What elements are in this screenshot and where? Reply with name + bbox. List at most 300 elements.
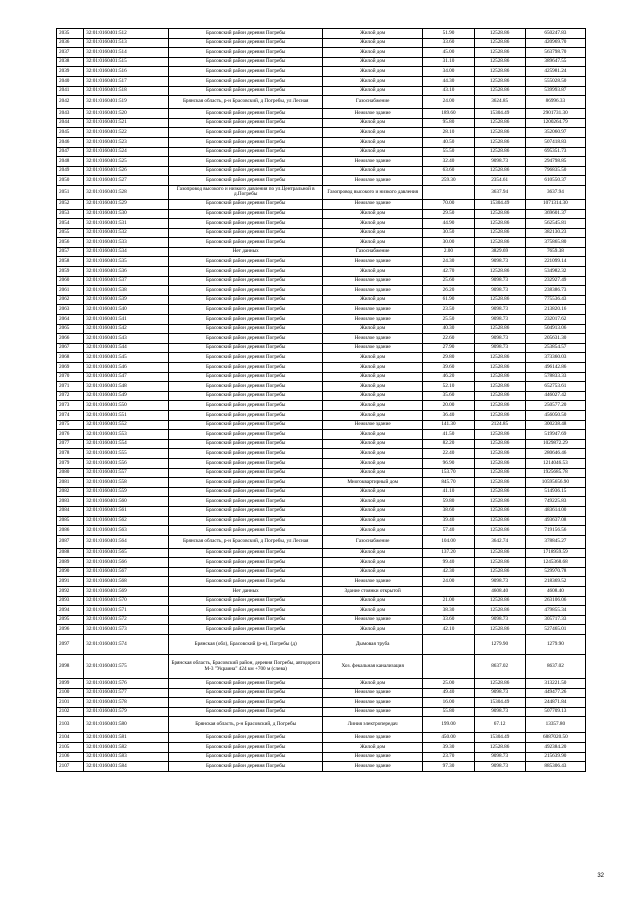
table-row	[57, 157, 586, 167]
address-cell: Брасовский район деревня Погребы	[169, 228, 323, 238]
address-cell: Брасовский район деревня Погребы	[169, 353, 323, 363]
row-number-cell: 2089	[57, 558, 84, 568]
cadastral-value-cell: 294798.85	[525, 157, 585, 167]
cadastral-number-cell: 32:01:0160401:534	[84, 247, 169, 257]
cadastral-value-cell: 253854.57	[525, 343, 585, 353]
cadastral-number-cell: 32:01:0160401:540	[84, 305, 169, 315]
cadastral-value-cell: 493637.08	[525, 516, 585, 526]
object-type-cell: Нежилое здание	[322, 257, 422, 267]
cadastral-value-cell: 373360.03	[525, 353, 585, 363]
unit-price-cell: 12528.86	[474, 267, 525, 277]
unit-price-cell: 12528.86	[474, 67, 525, 77]
row-number-cell: 2042	[57, 96, 84, 109]
object-type-cell: Жилой дом	[322, 439, 422, 449]
table-row	[57, 109, 586, 119]
object-type-cell: Нежилое здание	[322, 688, 422, 698]
unit-price-cell: 12528.86	[474, 526, 525, 536]
row-number-cell: 2062	[57, 295, 84, 305]
object-type-cell: Нежилое здание	[322, 176, 422, 186]
address-cell: Брасовский район деревня Погребы	[169, 401, 323, 411]
row-number-cell: 2084	[57, 506, 84, 516]
cadastral-number-cell: 32:01:0160401:564	[84, 535, 169, 548]
cadastral-number-cell: 32:01:0160401:575	[84, 655, 169, 679]
object-type-cell: Жилой дом	[322, 516, 422, 526]
cadastral-value-cell: 382130.23	[525, 228, 585, 238]
unit-price-cell: 12528.86	[474, 458, 525, 468]
cadastral-value-cell: 213820.16	[525, 305, 585, 315]
unit-price-cell: 9098.73	[474, 334, 525, 344]
row-number-cell: 2064	[57, 315, 84, 325]
area-cell: 42.70	[423, 267, 474, 277]
row-number-cell: 2036	[57, 38, 84, 48]
cadastral-number-cell: 32:01:0160401:571	[84, 606, 169, 616]
unit-price-cell: 9098.73	[474, 343, 525, 353]
object-type-cell: Жилой дом	[322, 219, 422, 229]
table-row	[57, 267, 586, 277]
address-cell: Брасовский район деревня Погребы	[169, 67, 323, 77]
object-type-cell: Нежилое здание	[322, 157, 422, 167]
cadastral-number-cell: 32:01:0160401:577	[84, 688, 169, 698]
cadastral-value-cell: 238386.73	[525, 286, 585, 296]
cadastral-number-cell: 32:01:0160401:579	[84, 707, 169, 717]
table-row	[57, 430, 586, 440]
row-number-cell: 2104	[57, 733, 84, 743]
unit-price-cell: 12528.86	[474, 363, 525, 373]
cadastral-number-cell: 32:01:0160401:581	[84, 733, 169, 743]
cadastral-value-cell: 610550.37	[525, 176, 585, 186]
area-cell: 31.10	[423, 57, 474, 67]
address-cell: Брасовский район деревня Погребы	[169, 324, 323, 334]
table-row	[57, 76, 586, 86]
unit-price-cell: 15304.49	[474, 698, 525, 708]
table-row	[57, 363, 586, 373]
unit-price-cell: 9098.73	[474, 577, 525, 587]
cadastral-value-cell: 280646.46	[525, 449, 585, 459]
object-type-cell: Нежилое здание	[322, 315, 422, 325]
area-cell: 25.60	[423, 276, 474, 286]
area-cell	[423, 185, 474, 199]
area-cell: 70.00	[423, 199, 474, 209]
unit-price-cell: 12528.86	[474, 38, 525, 48]
address-cell: Брасовский район деревня Погребы	[169, 478, 323, 488]
row-number-cell: 2074	[57, 410, 84, 420]
row-number-cell: 2095	[57, 615, 84, 625]
address-cell: Брасовский район деревня Погребы	[169, 596, 323, 606]
unit-price-cell: 12528.86	[474, 238, 525, 248]
cadastral-number-cell: 32:01:0160401:537	[84, 276, 169, 286]
row-number-cell: 2050	[57, 176, 84, 186]
object-type-cell: Нежилое здание	[322, 305, 422, 315]
row-number-cell: 2087	[57, 535, 84, 548]
row-number-cell: 2070	[57, 372, 84, 382]
area-cell: 845.70	[423, 478, 474, 488]
object-type-cell: Жилой дом	[322, 558, 422, 568]
unit-price-cell: 12528.86	[474, 548, 525, 558]
address-cell: Брасовский район деревня Погребы	[169, 267, 323, 277]
object-type-cell: Газоснабжение	[322, 247, 422, 257]
row-number-cell: 2105	[57, 743, 84, 753]
area-cell	[423, 655, 474, 679]
cadastral-number-cell: 32:01:0160401:554	[84, 439, 169, 449]
cadastral-value-cell: 1279.90	[525, 635, 585, 655]
area-cell: 30.00	[423, 238, 474, 248]
table-row	[57, 305, 586, 315]
cadastral-value-cell: 507418.83	[525, 137, 585, 147]
cadastral-value-cell: 7659.38	[525, 247, 585, 257]
table-row	[57, 743, 586, 753]
unit-price-cell: 9098.73	[474, 315, 525, 325]
row-number-cell: 2037	[57, 48, 84, 58]
row-number-cell: 2078	[57, 449, 84, 459]
object-type-cell: Газопровод высокого и низкого давления	[322, 185, 422, 199]
table-row	[57, 29, 586, 39]
area-cell: 450.00	[423, 733, 474, 743]
unit-price-cell: 12528.86	[474, 625, 525, 635]
area-cell: 27.90	[423, 343, 474, 353]
object-type-cell: Жилой дом	[322, 596, 422, 606]
table-row	[57, 655, 586, 679]
table-row	[57, 185, 586, 199]
cadastral-number-cell: 32:01:0160401:556	[84, 458, 169, 468]
row-number-cell: 2071	[57, 382, 84, 392]
object-type-cell: Жилой дом	[322, 458, 422, 468]
area-cell: 30.50	[423, 228, 474, 238]
cadastral-value-cell: 695351.73	[525, 147, 585, 157]
table-row	[57, 118, 586, 128]
table-row	[57, 57, 586, 67]
address-cell: Брасовский район деревня Погребы	[169, 449, 323, 459]
address-cell: Брасовский район деревня Погребы	[169, 209, 323, 219]
row-number-cell: 2077	[57, 439, 84, 449]
row-number-cell: 2046	[57, 137, 84, 147]
area-cell: 22.60	[423, 334, 474, 344]
cadastral-number-cell: 32:01:0160401:557	[84, 468, 169, 478]
unit-price-cell: 12528.86	[474, 468, 525, 478]
row-number-cell: 2072	[57, 391, 84, 401]
area-cell: 42.10	[423, 625, 474, 635]
area-cell: 24.30	[423, 257, 474, 267]
table-row	[57, 86, 586, 96]
object-type-cell: Нежилое здание	[322, 707, 422, 717]
cadastral-value-cell: 534982.32	[525, 267, 585, 277]
table-row	[57, 295, 586, 305]
table-row	[57, 372, 586, 382]
table-row	[57, 625, 586, 635]
address-cell: Брасовский район деревня Погребы	[169, 57, 323, 67]
cadastral-number-cell: 32:01:0160401:524	[84, 147, 169, 157]
unit-price-cell: 12528.86	[474, 295, 525, 305]
address-cell: Брасовский район деревня Погребы	[169, 147, 323, 157]
area-cell: 22.40	[423, 449, 474, 459]
row-number-cell: 2083	[57, 497, 84, 507]
object-type-cell: Многоквартирный дом	[322, 478, 422, 488]
object-type-cell: Жилой дом	[322, 526, 422, 536]
row-number-cell: 2056	[57, 238, 84, 248]
row-number-cell: 2100	[57, 688, 84, 698]
cadastral-value-cell: 1718959.59	[525, 548, 585, 558]
object-type-cell: Жилой дом	[322, 67, 422, 77]
object-type-cell: Нежилое здание	[322, 343, 422, 353]
unit-price-cell: 12528.86	[474, 219, 525, 229]
table-row	[57, 516, 586, 526]
cadastral-value-cell: 529970.78	[525, 567, 585, 577]
cadastral-value-cell: 244871.84	[525, 698, 585, 708]
cadastral-number-cell: 32:01:0160401:514	[84, 48, 169, 58]
object-type-cell: Жилой дом	[322, 679, 422, 689]
table-row	[57, 535, 586, 548]
table-row	[57, 128, 586, 138]
object-type-cell: Жилой дом	[322, 449, 422, 459]
table-row	[57, 587, 586, 597]
table-row	[57, 733, 586, 743]
table-row	[57, 391, 586, 401]
area-cell: 28.10	[423, 128, 474, 138]
cadastral-number-cell: 32:01:0160401:553	[84, 430, 169, 440]
object-type-cell: Жилой дом	[322, 29, 422, 39]
row-number-cell: 2073	[57, 401, 84, 411]
address-cell: Брасовский район деревня Погребы	[169, 76, 323, 86]
object-type-cell: Жилой дом	[322, 497, 422, 507]
table-row	[57, 762, 586, 772]
table-row	[57, 688, 586, 698]
object-type-cell: Жилой дом	[322, 430, 422, 440]
cadastral-number-cell: 32:01:0160401:536	[84, 267, 169, 277]
address-cell: Брасовский район деревня Погребы	[169, 606, 323, 616]
area-cell: 41.50	[423, 430, 474, 440]
cadastral-number-cell: 32:01:0160401:574	[84, 635, 169, 655]
address-cell: Брасовский район деревня Погребы	[169, 526, 323, 536]
area-cell: 59.80	[423, 497, 474, 507]
object-type-cell: Жилой дом	[322, 743, 422, 753]
cadastral-number-cell: 32:01:0160401:544	[84, 343, 169, 353]
area-cell: 199.00	[423, 717, 474, 733]
address-cell: Брасовский район деревня Погребы	[169, 109, 323, 119]
cadastral-value-cell: 10595656.90	[525, 478, 585, 488]
row-number-cell: 2088	[57, 548, 84, 558]
unit-price-cell: 15304.49	[474, 733, 525, 743]
address-cell: Брасовский район деревня Погребы	[169, 286, 323, 296]
area-cell: 39.60	[423, 363, 474, 373]
table-row	[57, 497, 586, 507]
cadastral-value-cell: 2901731.30	[525, 109, 585, 119]
row-number-cell: 2052	[57, 199, 84, 209]
row-number-cell: 2040	[57, 76, 84, 86]
address-cell: Брасовский район деревня Погребы	[169, 276, 323, 286]
cadastral-value-cell: 420969.70	[525, 38, 585, 48]
row-number-cell: 2045	[57, 128, 84, 138]
area-cell: 24.00	[423, 96, 474, 109]
object-type-cell: Нежилое здание	[322, 420, 422, 430]
cadastral-number-cell: 32:01:0160401:550	[84, 401, 169, 411]
cadastral-value-cell: 449477.26	[525, 688, 585, 698]
area-cell: 39.40	[423, 516, 474, 526]
cadastral-value-cell: 1925685.78	[525, 468, 585, 478]
cadastral-number-cell: 32:01:0160401:518	[84, 86, 169, 96]
area-cell: 42.30	[423, 567, 474, 577]
table-row	[57, 324, 586, 334]
row-number-cell: 2079	[57, 458, 84, 468]
object-type-cell: Жилой дом	[322, 38, 422, 48]
object-type-cell: Нежилое здание	[322, 276, 422, 286]
cadastral-number-cell: 32:01:0160401:527	[84, 176, 169, 186]
address-cell: Брянская область, р-н Брасовский, д Погребы	[169, 717, 323, 733]
unit-price-cell: 8637.02	[474, 655, 525, 679]
address-cell: Брасовский район деревня Погребы	[169, 506, 323, 516]
unit-price-cell: 15304.49	[474, 199, 525, 209]
cadastral-value-cell: 456050.50	[525, 410, 585, 420]
table-row	[57, 67, 586, 77]
cadastral-value-cell: 507709.13	[525, 707, 585, 717]
object-type-cell: Жилой дом	[322, 295, 422, 305]
row-number-cell: 2059	[57, 267, 84, 277]
cadastral-number-cell: 32:01:0160401:522	[84, 128, 169, 138]
area-cell: 29.80	[423, 353, 474, 363]
address-cell: Брасовский район деревня Погребы	[169, 238, 323, 248]
cadastral-number-cell: 32:01:0160401:535	[84, 257, 169, 267]
cadastral-number-cell: 32:01:0160401:570	[84, 596, 169, 606]
address-cell: Брянская область, р-н Брасовский, д Погребы, ул Лесная	[169, 535, 323, 548]
object-type-cell: Жилой дом	[322, 238, 422, 248]
area-cell: 95.80	[423, 118, 474, 128]
table-row	[57, 558, 586, 568]
unit-price-cell: 9098.73	[474, 305, 525, 315]
cadastral-value-cell: 13357.80	[525, 717, 585, 733]
object-type-cell: Нежилое здание	[322, 762, 422, 772]
cadastral-number-cell: 32:01:0160401:533	[84, 238, 169, 248]
cadastral-number-cell: 32:01:0160401:562	[84, 516, 169, 526]
unit-price-cell: 3829.69	[474, 247, 525, 257]
cadastral-value-cell: 6887020.50	[525, 733, 585, 743]
address-cell: Брасовский район деревня Погребы	[169, 558, 323, 568]
address-cell: Брасовский район деревня Погребы	[169, 698, 323, 708]
area-cell: 57.40	[423, 526, 474, 536]
address-cell: Брянская область, Брасовский район, деревня Погребы, автодорога М-3 "Украина" 424 км +700 м (слева)	[169, 655, 323, 679]
cadastral-number-cell: 32:01:0160401:530	[84, 209, 169, 219]
table-row	[57, 286, 586, 296]
address-cell: Нет данных	[169, 247, 323, 257]
cadastral-table-body	[57, 29, 586, 772]
object-type-cell: Жилой дом	[322, 363, 422, 373]
cadastral-value-cell: 539993.87	[525, 86, 585, 96]
unit-price-cell: 12528.86	[474, 430, 525, 440]
unit-price-cell: 3637.94	[474, 185, 525, 199]
unit-price-cell: 9098.73	[474, 752, 525, 762]
row-number-cell: 2107	[57, 762, 84, 772]
table-row	[57, 635, 586, 655]
area-cell: 96.90	[423, 458, 474, 468]
cadastral-number-cell: 32:01:0160401:528	[84, 185, 169, 199]
cadastral-value-cell: 389647.55	[525, 57, 585, 67]
table-row	[57, 752, 586, 762]
unit-price-cell: 12528.86	[474, 48, 525, 58]
unit-price-cell: 12528.86	[474, 128, 525, 138]
address-cell: Брасовский район деревня Погребы	[169, 707, 323, 717]
row-number-cell: 2096	[57, 625, 84, 635]
address-cell: Брасовский район деревня Погребы	[169, 372, 323, 382]
area-cell: 21.00	[423, 596, 474, 606]
address-cell: Брасовский район деревня Погребы	[169, 38, 323, 48]
cadastral-value-cell: 1071314.30	[525, 199, 585, 209]
unit-price-cell: 12528.86	[474, 209, 525, 219]
cadastral-value-cell: 446027.42	[525, 391, 585, 401]
address-cell: Брасовский район деревня Погребы	[169, 439, 323, 449]
cadastral-value-cell: 562545.81	[525, 219, 585, 229]
row-number-cell: 2092	[57, 587, 84, 597]
object-type-cell: Газоснабжение	[322, 96, 422, 109]
object-type-cell: Нежилое здание	[322, 109, 422, 119]
unit-price-cell: 12528.86	[474, 606, 525, 616]
unit-price-cell: 12528.86	[474, 506, 525, 516]
address-cell: Брасовский район деревня Погребы	[169, 128, 323, 138]
row-number-cell: 2091	[57, 577, 84, 587]
object-type-cell: Жилой дом	[322, 228, 422, 238]
row-number-cell: 2058	[57, 257, 84, 267]
cadastral-value-cell: 652753.61	[525, 382, 585, 392]
cadastral-value-cell: 749225.83	[525, 497, 585, 507]
area-cell: 46.20	[423, 372, 474, 382]
cadastral-value-cell: 205631.30	[525, 334, 585, 344]
object-type-cell: Жилой дом	[322, 391, 422, 401]
table-row	[57, 147, 586, 157]
address-cell: Брасовский район деревня Погребы	[169, 157, 323, 167]
cadastral-number-cell: 32:01:0160401:547	[84, 372, 169, 382]
table-row	[57, 698, 586, 708]
object-type-cell: Жилой дом	[322, 410, 422, 420]
cadastral-number-cell: 32:01:0160401:526	[84, 166, 169, 176]
unit-price-cell: 9098.73	[474, 257, 525, 267]
object-type-cell: Жилой дом	[322, 147, 422, 157]
address-cell: Брасовский район деревня Погребы	[169, 430, 323, 440]
area-cell	[423, 587, 474, 597]
cadastral-number-cell: 32:01:0160401:512	[84, 29, 169, 39]
area-cell: 38.60	[423, 506, 474, 516]
area-cell: 33.60	[423, 38, 474, 48]
area-cell: 52.10	[423, 382, 474, 392]
table-row	[57, 506, 586, 516]
cadastral-value-cell: 578833.33	[525, 372, 585, 382]
cadastral-value-cell: 221099.14	[525, 257, 585, 267]
table-row	[57, 276, 586, 286]
row-number-cell: 2049	[57, 166, 84, 176]
area-cell: 41.10	[423, 487, 474, 497]
address-cell: Брасовский район деревня Погребы	[169, 516, 323, 526]
unit-price-cell: 9098.73	[474, 688, 525, 698]
table-row	[57, 38, 586, 48]
cadastral-value-cell: 1214046.53	[525, 458, 585, 468]
cadastral-number-cell: 32:01:0160401:573	[84, 625, 169, 635]
area-cell: 97.30	[423, 762, 474, 772]
area-cell: 26.20	[423, 286, 474, 296]
row-number-cell: 2038	[57, 57, 84, 67]
address-cell: Брасовский район деревня Погребы	[169, 176, 323, 186]
cadastral-number-cell: 32:01:0160401:515	[84, 57, 169, 67]
cadastral-value-cell: 263106.06	[525, 596, 585, 606]
table-row	[57, 96, 586, 109]
cadastral-value-cell: 514936.15	[525, 487, 585, 497]
address-cell: Брасовский район деревня Погребы	[169, 497, 323, 507]
object-type-cell: Жилой дом	[322, 128, 422, 138]
row-number-cell: 2048	[57, 157, 84, 167]
area-cell: 44.30	[423, 76, 474, 86]
table-row	[57, 228, 586, 238]
unit-price-cell: 12528.86	[474, 449, 525, 459]
object-type-cell: Жилой дом	[322, 487, 422, 497]
address-cell: Брасовский район деревня Погребы	[169, 29, 323, 39]
table-row	[57, 247, 586, 257]
cadastral-number-cell: 32:01:0160401:549	[84, 391, 169, 401]
area-cell: 189.60	[423, 109, 474, 119]
unit-price-cell: 1279.90	[474, 635, 525, 655]
